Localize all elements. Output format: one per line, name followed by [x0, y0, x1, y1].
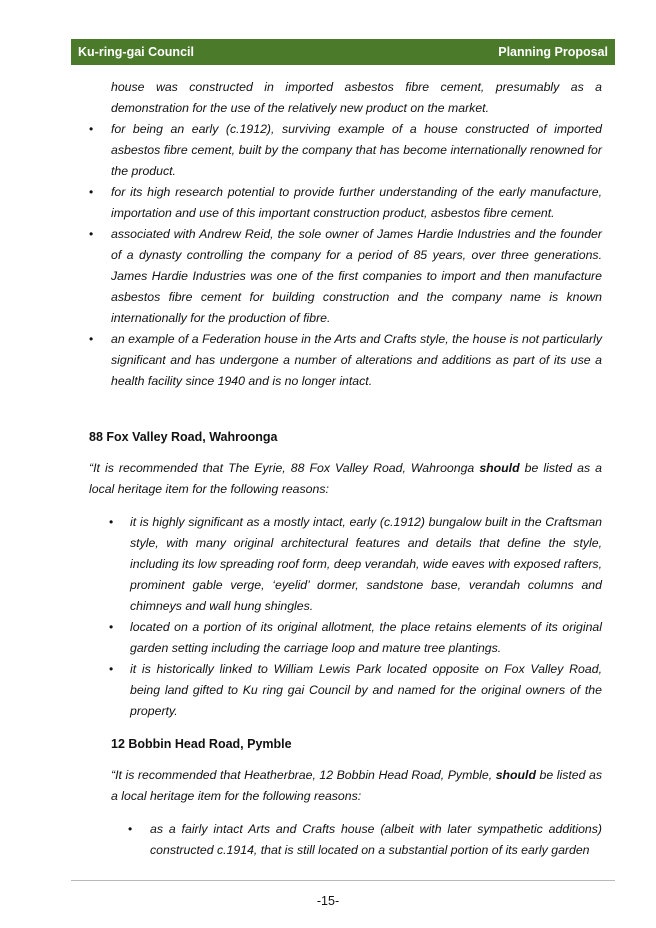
section-heading-fox-valley: 88 Fox Valley Road, Wahroonga [89, 430, 278, 444]
section1-intro: “It is recommended that The Eyrie, 88 Fox Valley Road, Wahroonga should be listed as a local heritage item for the following reasons: [89, 461, 602, 496]
document-type: Planning Proposal [498, 45, 608, 59]
section-heading-bobbin-head: 12 Bobbin Head Road, Pymble [111, 737, 292, 751]
list-item: • it is historically linked to William Lewis Park located opposite on Fox Valley Road, being land gifted to Ku ring gai Council by and named for the original owners of the property. [130, 659, 602, 722]
list-item: • associated with Andrew Reid, the sole owner of James Hardie Industries and the founder of a dynasty controlling the company for a period of 85 years, over three generations. James Hardie Industries was one of the first companies to import and then manufacture asbestos fibre cement for building construction and the company name is known internationally for the production of fibre. [111, 224, 602, 329]
list-item: • located on a portion of its original allotment, the place retains elements of its original garden setting including the carriage loop and mature tree plantings. [130, 617, 602, 659]
list-item: • as a fairly intact Arts and Crafts house (albeit with later sympathetic additions) constructed c.1914, that is still located on a substantial portion of its early garden [150, 819, 602, 861]
continuation-block [111, 77, 602, 392]
list-item: • for being an early (c.1912), surviving example of a house constructed of imported asbestos fibre cement, built by the company that has become internationally renowned for the product. [111, 119, 602, 182]
section1-reasons [130, 512, 602, 722]
reasons-list [150, 819, 602, 861]
footer-divider [71, 880, 615, 881]
council-name: Ku-ring-gai Council [78, 45, 194, 59]
section2-intro: “It is recommended that Heatherbrae, 12 Bobbin Head Road, Pymble, should be listed as a local heritage item for the following reasons: [111, 768, 602, 803]
page-header [71, 39, 615, 65]
page-number: -15- [316, 894, 340, 908]
significance-list [111, 119, 602, 392]
list-item: • for its high research potential to provide further understanding of the early manufacture, importation and use of this important construction product, asbestos fibre cement. [111, 182, 602, 224]
list-item: • an example of a Federation house in the Arts and Crafts style, the house is not particularly significant and has undergone a number of alterations and additions as part of its use a health facility since 1940 and is no longer intact. [111, 329, 602, 392]
intro-continuation: house was constructed in imported asbestos fibre cement, presumably as a demonstration for the use of the relatively new product on the market. [111, 80, 602, 115]
list-item: • it is highly significant as a mostly intact, early (c.1912) bungalow built in the Craftsman style, with many original architectural features and details that define the style, including its low spreading roof form, deep verandah, wide eaves with exposed rafters, prominent gable verge, ‘eyelid’ dormer, sandstone base, verandah columns and chimneys and wall hung shingles. [130, 512, 602, 617]
reasons-list [130, 512, 602, 722]
section2-reasons [150, 819, 602, 861]
